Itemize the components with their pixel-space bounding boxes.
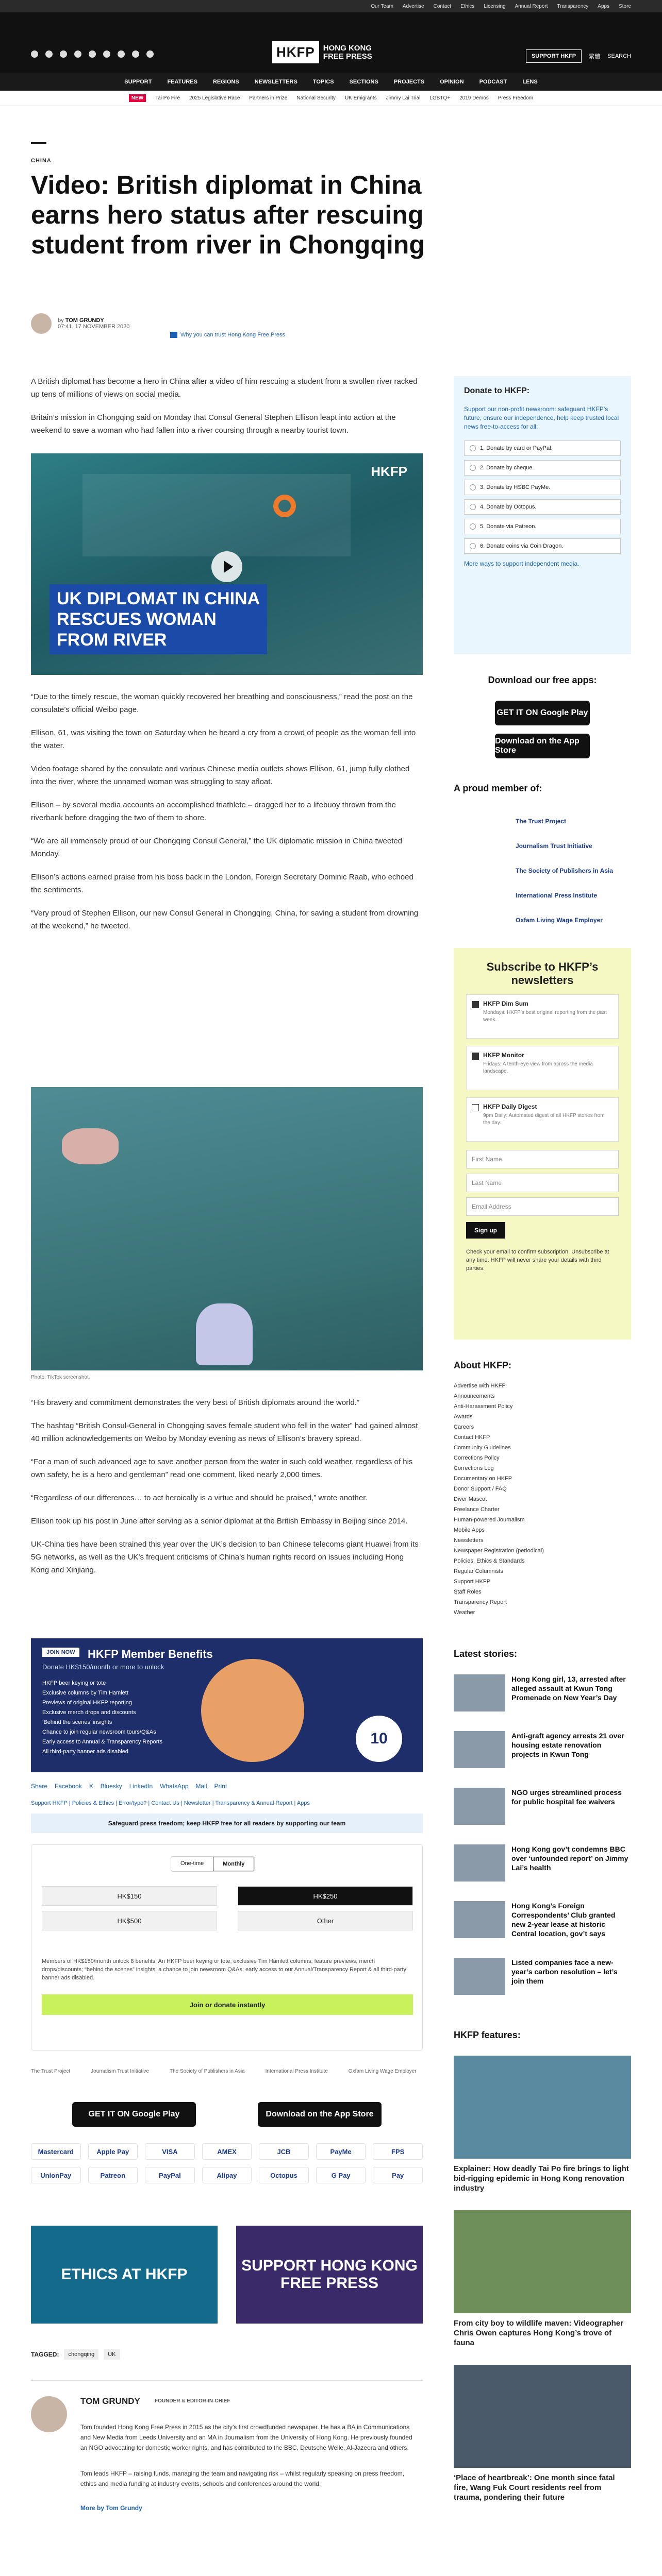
ticker-item[interactable]: National Security: [296, 95, 336, 101]
promo-benefit-item: Chance to join regular newsroom tours/Q&As: [42, 1729, 156, 1735]
bio-avatar[interactable]: [31, 2396, 67, 2432]
tag-uk[interactable]: UK: [104, 2349, 120, 2360]
logo-text: HONG KONG FREE PRESS: [323, 43, 372, 61]
promo-heading: HKFP Member Benefits: [88, 1648, 213, 1660]
member-logos: [454, 809, 631, 933]
byline-prefix: by: [58, 317, 64, 324]
about-link[interactable]: Documentary on HKFP: [454, 1476, 512, 1482]
article-paragraph: Ellison, 61, was visiting the town on Saturday when he heard a cry from a crowd of people as the woman fell into the water.: [31, 728, 416, 750]
topbar-link[interactable]: Store: [619, 3, 631, 9]
ticker-item[interactable]: Partners in Prize: [249, 95, 288, 101]
story-thumbnail[interactable]: [454, 1958, 505, 1995]
social-links: [31, 50, 154, 58]
video-hkfp-badge: HKFP: [371, 464, 407, 479]
newsletter-checkbox[interactable]: [472, 1001, 479, 1008]
bio-role: FOUNDER & EDITOR-IN-CHIEF: [155, 2398, 230, 2404]
tags-label: TAGGED:: [31, 2351, 59, 2358]
ethics-banner[interactable]: ETHICS AT HKFP: [31, 2226, 218, 2324]
promo-benefit-item: ‘Behind the scenes’ insights: [42, 1719, 112, 1725]
article-category[interactable]: CHINA: [31, 158, 52, 164]
topbar-link[interactable]: Licensing: [484, 3, 506, 9]
payment-logo: Octopus: [259, 2167, 309, 2183]
more-by-author-link[interactable]: More by Tom Grundy: [80, 2504, 142, 2512]
article-paragraph: Ellison took up his post in June after serving as a senior diplomat at the British Embassy in Beijing since 2014.: [31, 1517, 408, 1526]
trust-link[interactable]: [170, 332, 285, 338]
article-paragraph: Video footage shared by the consulate and various Chinese media outlets shows Ellison, 61, jump fully clothed into the river, where the unnamed woman was struggling to stay afloat.: [31, 765, 410, 786]
payment-logo: Mastercard: [31, 2143, 81, 2160]
tags-row: [31, 2349, 120, 2360]
story-thumbnail[interactable]: [454, 1901, 505, 1938]
video-title-overlay: [49, 584, 267, 654]
bio-paragraph-2: Tom leads HKFP – raising funds, managing the team and navigating risk – whilst regularly speaking on press freedom, ethics and media funding at industry events, schools and conferences around the world.: [80, 2470, 405, 2487]
article-body-intro: [31, 375, 423, 447]
nav-item[interactable]: PODCAST: [479, 79, 507, 85]
payment-logo: G Pay: [316, 2167, 366, 2183]
sidebar-app-store[interactable]: Download on the App Store: [495, 734, 590, 758]
bluesky-icon[interactable]: [103, 50, 110, 58]
frequency-tabs: [171, 1856, 255, 1872]
main-nav: [0, 73, 662, 91]
about-link[interactable]: Corrections Policy: [454, 1455, 500, 1461]
tab-monthly[interactable]: Monthly: [213, 1857, 254, 1871]
search-button[interactable]: SEARCH: [607, 53, 631, 59]
mastodon-icon[interactable]: [89, 50, 96, 58]
ticker-item[interactable]: Press Freedom: [498, 95, 534, 101]
newsletter-option[interactable]: [466, 1046, 619, 1090]
rescuer: [196, 1303, 253, 1365]
member-title: A proud member of:: [454, 783, 542, 793]
about-link[interactable]: Advertise with HKFP: [454, 1383, 506, 1389]
about-link[interactable]: Careers: [454, 1424, 474, 1430]
donate-option[interactable]: 4. Donate by Octopus.: [464, 499, 621, 515]
article-body-main: [31, 690, 423, 943]
author-avatar[interactable]: [31, 313, 52, 334]
author-name[interactable]: TOM GRUNDY: [65, 317, 104, 324]
newsletter-input[interactable]: Last Name: [466, 1174, 619, 1192]
promo-benefit-item: All third-party banner ads disabled: [42, 1749, 128, 1755]
article-byline: [31, 313, 129, 334]
payment-logo: PayPal: [145, 2167, 195, 2183]
member-logo[interactable]: The Society of Publishers in Asia: [516, 867, 613, 874]
about-link[interactable]: Freelance Charter: [454, 1506, 500, 1513]
newsletter-name: HKFP Monitor: [483, 1052, 524, 1059]
share-link[interactable]: Share: [31, 1783, 48, 1790]
newsletter-signup: [454, 948, 631, 1340]
nav-item[interactable]: REGIONS: [212, 79, 239, 85]
sidebar-google-play[interactable]: GET IT ON Google Play: [495, 701, 590, 725]
donate-option[interactable]: 6. Donate coins via Coin Dragon.: [464, 538, 621, 554]
header-actions: [526, 49, 631, 63]
about-link[interactable]: Announcements: [454, 1393, 495, 1399]
safeguard-banner: Safeguard press freedom; keep HKFP free for all readers by supporting our team: [31, 1814, 423, 1833]
about-link[interactable]: Mobile Apps: [454, 1527, 485, 1533]
site-logo[interactable]: [272, 41, 372, 63]
apps-title: Download our free apps:: [488, 675, 597, 685]
photo-caption: Photo: TikTok screenshot.: [31, 1375, 90, 1380]
newsletter-input[interactable]: Email Address: [466, 1197, 619, 1216]
article-paragraph: “Due to the timely rescue, the woman quickly recovered her breathing and consciousness,” read the post on the consulate’s official Weibo page.: [31, 692, 413, 714]
topbar-link[interactable]: Apps: [598, 3, 610, 9]
topbar-link[interactable]: Contact: [433, 3, 452, 9]
about-link[interactable]: Awards: [454, 1414, 473, 1420]
article-paragraph: UK-China ties have been strained this year over the UK’s decision to ban Chinese telecoms giant Huawei from its 5G networks, as well as the UK’s frequent criticisms of China’s human rights record on issues including Hong Kong and Xinjiang.: [31, 1540, 419, 1574]
benefit-text: Members of HK$150/month unlock 8 benefits: An HKFP beer keying or tote; exclusive Tim Hamlett columns; feature previews; merch drops/discounts; “behind the scenes” insights; a chance to join newsroom Q&As; early access to our Annual/Transparency Report & all third-party banner ads disabled.: [42, 1958, 407, 1981]
donate-option[interactable]: 5. Donate via Patreon.: [464, 519, 621, 534]
features-title: HKFP features:: [454, 2030, 521, 2040]
newsletter-input[interactable]: First Name: [466, 1150, 619, 1168]
about-link[interactable]: Weather: [454, 1609, 475, 1616]
rescue-photo: [31, 1087, 423, 1370]
donate-option[interactable]: 1. Donate by card or PayPal.: [464, 440, 621, 456]
feature-title[interactable]: ‘Place of heartbreak’: One month since fatal fire, Wang Fuk Court residents reel from trauma, pondering their future: [454, 2473, 615, 2502]
play-icon[interactable]: [211, 551, 242, 582]
latest-story[interactable]: [454, 1731, 631, 1783]
top-utility-bar: [0, 0, 662, 12]
about-link[interactable]: Diver Mascot: [454, 1496, 487, 1502]
person-in-water: [62, 1128, 119, 1164]
article-paragraph: “We are all immensely proud of our Chongqing Consul General,” the UK diplomatic mission in China tweeted Monday.: [31, 837, 403, 858]
share-bar: [31, 1783, 227, 1790]
latest-story[interactable]: [454, 1788, 631, 1839]
payment-logo: PayMe: [316, 2143, 366, 2160]
amount-250[interactable]: HK$250: [238, 1886, 413, 1906]
feature-image[interactable]: [454, 2210, 631, 2313]
about-link[interactable]: Transparency Report: [454, 1599, 507, 1605]
promo-benefit-item: Previews of original HKFP reporting: [42, 1700, 133, 1706]
about-list: [454, 1381, 631, 1618]
newsletter-name: HKFP Daily Digest: [483, 1103, 537, 1110]
youtube-icon[interactable]: [118, 50, 125, 58]
about-link[interactable]: Corrections Log: [454, 1465, 494, 1471]
partner-logos: [31, 2061, 423, 2081]
latest-story[interactable]: [454, 1901, 631, 1953]
payment-logo: VISA: [145, 2143, 195, 2160]
promo-subheading: Donate HK$150/month or more to unlock: [42, 1663, 164, 1671]
language-switch[interactable]: 繁體: [589, 54, 601, 60]
article-body-end: [31, 1396, 423, 1587]
article-title: Video: British diplomat in China earns hero status after rescuing student from river in Chongqing: [31, 171, 425, 259]
newsletter-checkbox[interactable]: [472, 1104, 479, 1111]
article-paragraph: “Very proud of Stephen Ellison, our new Consul General in Chongqing, China, for saving a student from drowning at the weekend,” he tweeted.: [31, 909, 419, 930]
article-paragraph: “His bravery and commitment demonstrates the very best of British diplomats around the world.”: [31, 1398, 359, 1407]
video-overlay-line3: FROM RIVER: [57, 630, 167, 650]
story-title[interactable]: Listed companies face a new-year’s carbon resolution – let’s join them: [511, 1958, 618, 1985]
promo-benefit-item: HKFP beer keying or tote: [42, 1680, 106, 1686]
ticker-item[interactable]: 2025 Legislative Race: [189, 95, 240, 101]
ticker-item[interactable]: Jimmy Lai Trial: [386, 95, 421, 101]
topbar-link[interactable]: Our Team: [371, 3, 393, 9]
latest-title: Latest stories:: [454, 1649, 518, 1659]
donate-intro[interactable]: Support our non-profit newsroom: safeguard HKFP’s future, ensure our independence, help keep trusted local news free-to-access for all:: [464, 405, 619, 430]
support-banners: [31, 2226, 423, 2324]
subscribe-title: Subscribe to HKFP’s newsletters: [486, 960, 599, 987]
ticker-item[interactable]: LGBTQ+: [429, 95, 451, 101]
latest-story[interactable]: [454, 1674, 631, 1726]
donate-title: Donate to HKFP:: [464, 386, 530, 395]
about-link[interactable]: Contact HKFP: [454, 1434, 490, 1440]
member-logo[interactable]: The Trust Project: [516, 818, 567, 825]
story-thumbnail[interactable]: [454, 1731, 505, 1768]
story-title[interactable]: Hong Kong’s Foreign Correspondents’ Club granted new 2-year lease at historic Central location, gov’t says: [511, 1902, 616, 1938]
topbar-link[interactable]: Ethics: [460, 3, 475, 9]
payment-logo: UnionPay: [31, 2167, 81, 2183]
instagram-icon[interactable]: [60, 50, 67, 58]
nav-item[interactable]: PROJECTS: [393, 79, 425, 85]
signup-button[interactable]: Sign up: [466, 1222, 505, 1239]
newsletter-desc: Fridays: A tenth-eye view from across the media landscape.: [483, 1061, 593, 1074]
payment-logo: Patreon: [88, 2167, 138, 2183]
support-banner[interactable]: SUPPORT HONG KONG FREE PRESS: [236, 2226, 423, 2324]
donation-widget: [31, 1844, 423, 2050]
payment-methods: [31, 2143, 423, 2183]
tag-chongqing[interactable]: chongqing: [64, 2349, 98, 2360]
newsletter-name: HKFP Dim Sum: [483, 1000, 528, 1007]
article-paragraph: “For a man of such advanced age to save another person from the water in such cold weather, regardless of his own safety, he is a hero and gentleman” read one comment, liked nearly 2,000 times.: [31, 1458, 413, 1479]
newsletter-fine-print: Check your email to confirm subscription. Unsubscribe at any time. HKFP will never share your details with third parties.: [466, 1249, 609, 1272]
video-overlay-line2: RESCUES WOMAN: [57, 609, 217, 629]
category-rule: [31, 142, 46, 144]
about-link[interactable]: Staff Roles: [454, 1589, 482, 1595]
promo-benefit-item: Early access to Annual & Transparency Reports: [42, 1739, 162, 1745]
partner-logo[interactable]: Oxfam Living Wage Employer: [348, 2068, 417, 2074]
tenth-anniversary-badge: 10: [356, 1716, 402, 1762]
join-donate-button[interactable]: Join or donate instantly: [42, 1994, 413, 2015]
partner-logo[interactable]: Journalism Trust Initiative: [91, 2068, 149, 2074]
payment-logo: FPS: [373, 2143, 423, 2160]
about-link[interactable]: Newsletters: [454, 1537, 484, 1544]
promo-benefit-list: [42, 1679, 162, 1757]
nav-item[interactable]: FEATURES: [167, 79, 197, 85]
share-link[interactable]: Facebook: [55, 1783, 82, 1790]
amount-150[interactable]: HK$150: [42, 1886, 217, 1906]
join-now-badge[interactable]: JOIN NOW: [42, 1648, 79, 1657]
trust-icon: [170, 332, 177, 338]
nav-item[interactable]: SECTIONS: [349, 79, 378, 85]
article-paragraph: Britain’s mission in Chongqing said on Monday that Consul General Stephen Ellison leapt into action at the weekend to save a woman who had fallen into a river coursing through a nearby tourist town.: [31, 413, 396, 435]
publish-date: 07:41, 17 NOVEMBER 2020: [58, 324, 130, 330]
about-link[interactable]: Anti-Harassment Policy: [454, 1403, 513, 1410]
donate-option[interactable]: 3. Donate by HSBC PayMe.: [464, 480, 621, 495]
story-thumbnail[interactable]: [454, 1674, 505, 1711]
trust-label: Why you can trust Hong Kong Free Press: [180, 332, 285, 338]
feature-image[interactable]: [454, 2056, 631, 2159]
video-player[interactable]: [31, 453, 423, 675]
story-title[interactable]: Hong Kong girl, 13, arrested after alleged assault at Kwun Tong Promenade on New Year’s Day: [511, 1675, 626, 1702]
support-hkfp-button[interactable]: SUPPORT HKFP: [526, 49, 582, 63]
ticker-item[interactable]: Tai Po Fire: [155, 95, 180, 101]
trending-ticker: [0, 91, 662, 106]
feature-title[interactable]: From city boy to wildlife maven: Videographer Chris Owen captures Hong Kong’s trove of fauna: [454, 2319, 623, 2347]
new-badge: NEW: [129, 94, 146, 102]
latest-story[interactable]: [454, 1958, 631, 2009]
river-scene: [82, 474, 351, 556]
partner-logo[interactable]: The Society of Publishers in Asia: [169, 2068, 245, 2074]
article-paragraph: “Regardless of our differences… to act heroically is a virtue and should be praised,” wrote another.: [31, 1494, 368, 1502]
feature-title[interactable]: Explainer: How deadly Tai Po fire brings to light bid-rigging epidemic in Hong Kong renovation industry: [454, 2164, 629, 2193]
bio-name[interactable]: TOM GRUNDY: [80, 2396, 140, 2406]
linkedin-icon[interactable]: [132, 50, 139, 58]
story-title[interactable]: Anti-graft agency arrests 21 over housing estate renovation projects in Kwun Tong: [511, 1732, 624, 1758]
latest-story[interactable]: [454, 1844, 631, 1896]
about-link[interactable]: Human-powered Journalism: [454, 1517, 525, 1523]
nav-item[interactable]: LENS: [522, 79, 538, 85]
partner-logo[interactable]: International Press Institute: [265, 2068, 328, 2074]
payment-logo: Alipay: [202, 2167, 252, 2183]
partner-logo[interactable]: The Trust Project: [31, 2068, 71, 2074]
share-link[interactable]: Print: [214, 1783, 227, 1790]
ticker-item[interactable]: 2019 Demos: [459, 95, 489, 101]
story-thumbnail[interactable]: [454, 1844, 505, 1882]
newsletter-desc: Mondays: HKFP’s best original reporting from the past week.: [483, 1010, 607, 1023]
site-header: [0, 12, 662, 73]
topbar-link[interactable]: Transparency: [557, 3, 589, 9]
about-link[interactable]: Newspaper Registration (periodical): [454, 1548, 544, 1554]
topbar-link[interactable]: Annual Report: [515, 3, 548, 9]
nav-item[interactable]: TOPICS: [312, 79, 334, 85]
threads-icon[interactable]: [74, 50, 81, 58]
newsletter-option[interactable]: [466, 994, 619, 1039]
bio-paragraph-1: Tom founded Hong Kong Free Press in 2015 as the city’s first crowdfunded newspaper. He has a BA in Communications and New Media from Leeds University and an MA in Journalism from the University of Hong Kong. He previously founded an NGO advocating for domestic worker rights, and has contributed to the BBC, Deutsche Welle, Al-Jazeera and others.: [80, 2424, 412, 2451]
member-benefits-promo[interactable]: [31, 1638, 423, 1772]
payment-logo: Pay: [373, 2167, 423, 2183]
feature-image[interactable]: [454, 2365, 631, 2468]
payment-logo: Apple Pay: [88, 2143, 138, 2160]
about-link[interactable]: Community Guidelines: [454, 1445, 511, 1451]
sidebar-donate: [454, 376, 631, 654]
mascot-deer: [201, 1659, 304, 1762]
support-links[interactable]: Support HKFP | Policies & Ethics | Error/typo? | Contact Us | Newsletter | Transparency & Annual Report | Apps: [31, 1800, 310, 1806]
nav-item[interactable]: OPINION: [440, 79, 464, 85]
rss-icon[interactable]: [146, 50, 154, 58]
article-paragraph: A British diplomat has become a hero in China after a video of him rescuing a student from a swollen river racked up tens of millions of views on social media.: [31, 377, 418, 399]
payment-logo: AMEX: [202, 2143, 252, 2160]
about-link[interactable]: Donor Support / FAQ: [454, 1486, 507, 1492]
newsletter-desc: 9pm Daily: Automated digest of all HKFP stories from the day.: [483, 1113, 605, 1126]
share-link[interactable]: Bluesky: [100, 1783, 122, 1790]
member-logo[interactable]: Oxfam Living Wage Employer: [516, 917, 603, 924]
author-bio: [31, 2380, 423, 2514]
lifebuoy: [273, 495, 296, 517]
facebook-icon[interactable]: [31, 50, 38, 58]
share-link[interactable]: X: [89, 1783, 93, 1790]
about-link[interactable]: Policies, Ethics & Standards: [454, 1558, 525, 1564]
ticker-item[interactable]: UK Emigrants: [344, 95, 377, 101]
about-link[interactable]: Support HKFP: [454, 1579, 490, 1585]
story-thumbnail[interactable]: [454, 1788, 505, 1825]
about-link[interactable]: Regular Columnists: [454, 1568, 503, 1574]
about-title: About HKFP:: [454, 1360, 511, 1370]
topbar-link[interactable]: Advertise: [402, 3, 424, 9]
member-logo[interactable]: International Press Institute: [516, 892, 598, 899]
more-ways-link[interactable]: More ways to support independent media.: [464, 560, 580, 567]
logo-box: HKFP: [272, 41, 319, 63]
newsletter-checkbox[interactable]: [472, 1053, 479, 1060]
share-link[interactable]: WhatsApp: [160, 1783, 189, 1790]
member-logo[interactable]: Journalism Trust Initiative: [516, 842, 592, 850]
newsletter-option[interactable]: [466, 1097, 619, 1142]
article-paragraph: The hashtag “British Consul-General in Chongqing saves female student who fell in the water” had gained almost 40 million acknowledgements on Weibo by Monday evening as news of Ellison’s bravery spread.: [31, 1421, 418, 1443]
story-title[interactable]: Hong Kong gov’t condemns BBC over ‘unfounded report’ on Jimmy Lai’s health: [511, 1845, 628, 1872]
x-icon[interactable]: [45, 50, 53, 58]
nav-item[interactable]: NEWSLETTERS: [254, 79, 297, 85]
payment-logo: JCB: [259, 2143, 309, 2160]
video-overlay-line1: UK DIPLOMAT IN CHINA: [57, 589, 260, 608]
share-link[interactable]: Mail: [195, 1783, 207, 1790]
donate-option[interactable]: 2. Donate by cheque.: [464, 460, 621, 476]
promo-benefit-item: Exclusive columns by Tim Hamlett: [42, 1690, 128, 1696]
article-paragraph: Ellison – by several media accounts an accomplished triathlete – dragged her to a lifebuoy thrown from the riverbank before dragging the two of them to shore.: [31, 801, 396, 822]
amount-other[interactable]: Other: [238, 1911, 413, 1930]
nav-item[interactable]: SUPPORT: [124, 79, 152, 85]
amount-500[interactable]: HK$500: [42, 1911, 217, 1930]
share-link[interactable]: LinkedIn: [129, 1783, 153, 1790]
story-title[interactable]: NGO urges streamlined process for public hospital fee waivers: [511, 1788, 622, 1806]
google-play-badge[interactable]: GET IT ON Google Play: [72, 2102, 196, 2127]
app-store-badge[interactable]: Download on the App Store: [258, 2102, 382, 2127]
tab-one-time[interactable]: One-time: [180, 1860, 204, 1867]
promo-benefit-item: Exclusive merch drops and discounts: [42, 1709, 136, 1716]
article-paragraph: Ellison’s actions earned praise from his boss back in the London, Foreign Secretary Dominic Raab, who echoed the sentiments.: [31, 873, 413, 894]
